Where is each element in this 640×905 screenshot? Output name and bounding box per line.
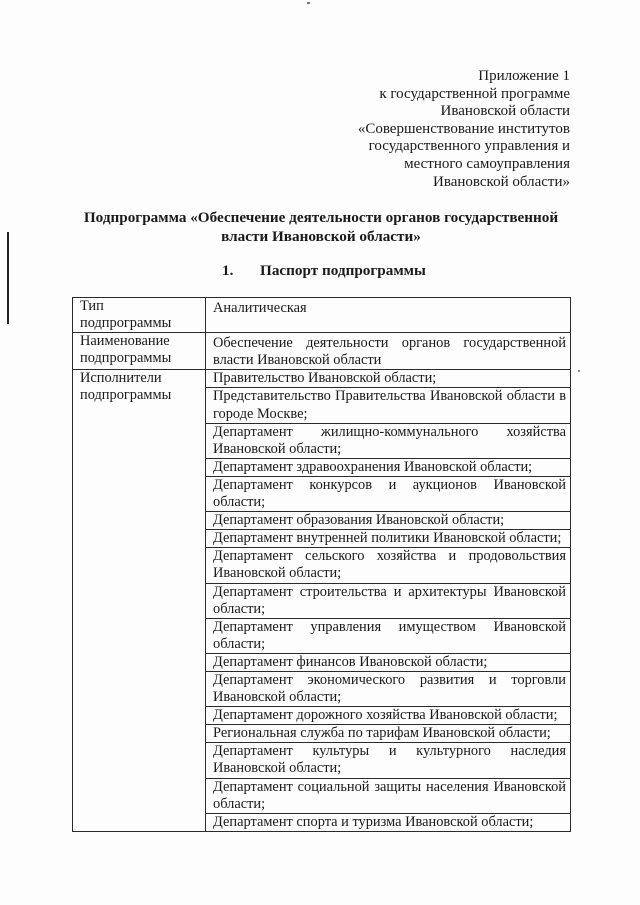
subprogram-title [72, 208, 570, 246]
list-item: Департамент внутренней политики Ивановской области; [206, 529, 570, 547]
list-item: Департамент здравоохранения Ивановской области; [206, 458, 570, 476]
section-heading [222, 262, 426, 280]
list-item: Департамент сельского хозяйства и продовольствия Ивановской области; [206, 547, 570, 582]
section-number: 1. [222, 262, 234, 279]
scan-artifact-top [307, 2, 310, 4]
appendix-line: к государственной программе [379, 85, 570, 102]
list-item: Региональная служба по тарифам Ивановской области; [206, 724, 570, 742]
row-value: Аналитическая [206, 298, 571, 333]
subprogram-title-line: Подпрограмма «Обеспечение деятельности органов государственной [83, 209, 559, 226]
scan-artifact-left-line [7, 232, 9, 324]
list-item: Департамент финансов Ивановской области; [206, 653, 570, 671]
table-row [73, 333, 571, 370]
row-label: Тип подпрограммы [73, 298, 206, 333]
scan-artifact-dot [578, 370, 580, 372]
row-value: Обеспечение деятельности органов государственной власти Ивановской области [206, 333, 571, 370]
table-row [73, 370, 571, 831]
table-row [73, 298, 571, 333]
appendix-line: «Совершенствование институтов [357, 120, 570, 137]
appendix-line: Ивановской области [440, 103, 570, 120]
appendix-header [358, 68, 570, 191]
appendix-line: местного самоуправления [404, 155, 570, 172]
subprogram-title-line: власти Ивановской области» [221, 228, 421, 245]
appendix-line: государственного управления и [368, 138, 570, 155]
list-item: Представительство Правительства Ивановской области в городе Москве; [206, 387, 570, 422]
list-item: Департамент социальной защиты населения Ивановской области; [206, 778, 570, 813]
executors-list [206, 370, 570, 830]
list-item: Департамент управления имуществом Ивановской области; [206, 618, 570, 653]
row-label: Наименование подпрограммы [73, 333, 206, 370]
list-item: Департамент культуры и культурного наследия Ивановской области; [206, 742, 570, 777]
list-item: Правительство Ивановской области; [213, 370, 437, 387]
list-item: Департамент жилищно-коммунального хозяйства Ивановской области; [206, 423, 570, 458]
row-value [206, 370, 571, 831]
list-item: Департамент образования Ивановской области; [206, 511, 570, 529]
list-item: Департамент конкурсов и аукционов Ивановской области; [206, 476, 570, 511]
section-title: Паспорт подпрограммы [260, 262, 426, 279]
list-item: Департамент спорта и туризма Ивановской области; [206, 813, 570, 831]
list-item: Департамент дорожного хозяйства Ивановской области; [206, 706, 570, 724]
passport-table [72, 297, 571, 832]
list-item: Департамент экономического развития и торговли Ивановской области; [206, 671, 570, 706]
appendix-line: Ивановской области» [433, 173, 570, 190]
list-item: Департамент строительства и архитектуры Ивановской области; [206, 583, 570, 618]
appendix-line: Приложение 1 [478, 68, 570, 84]
row-label: Исполнители подпрограммы [73, 370, 206, 831]
